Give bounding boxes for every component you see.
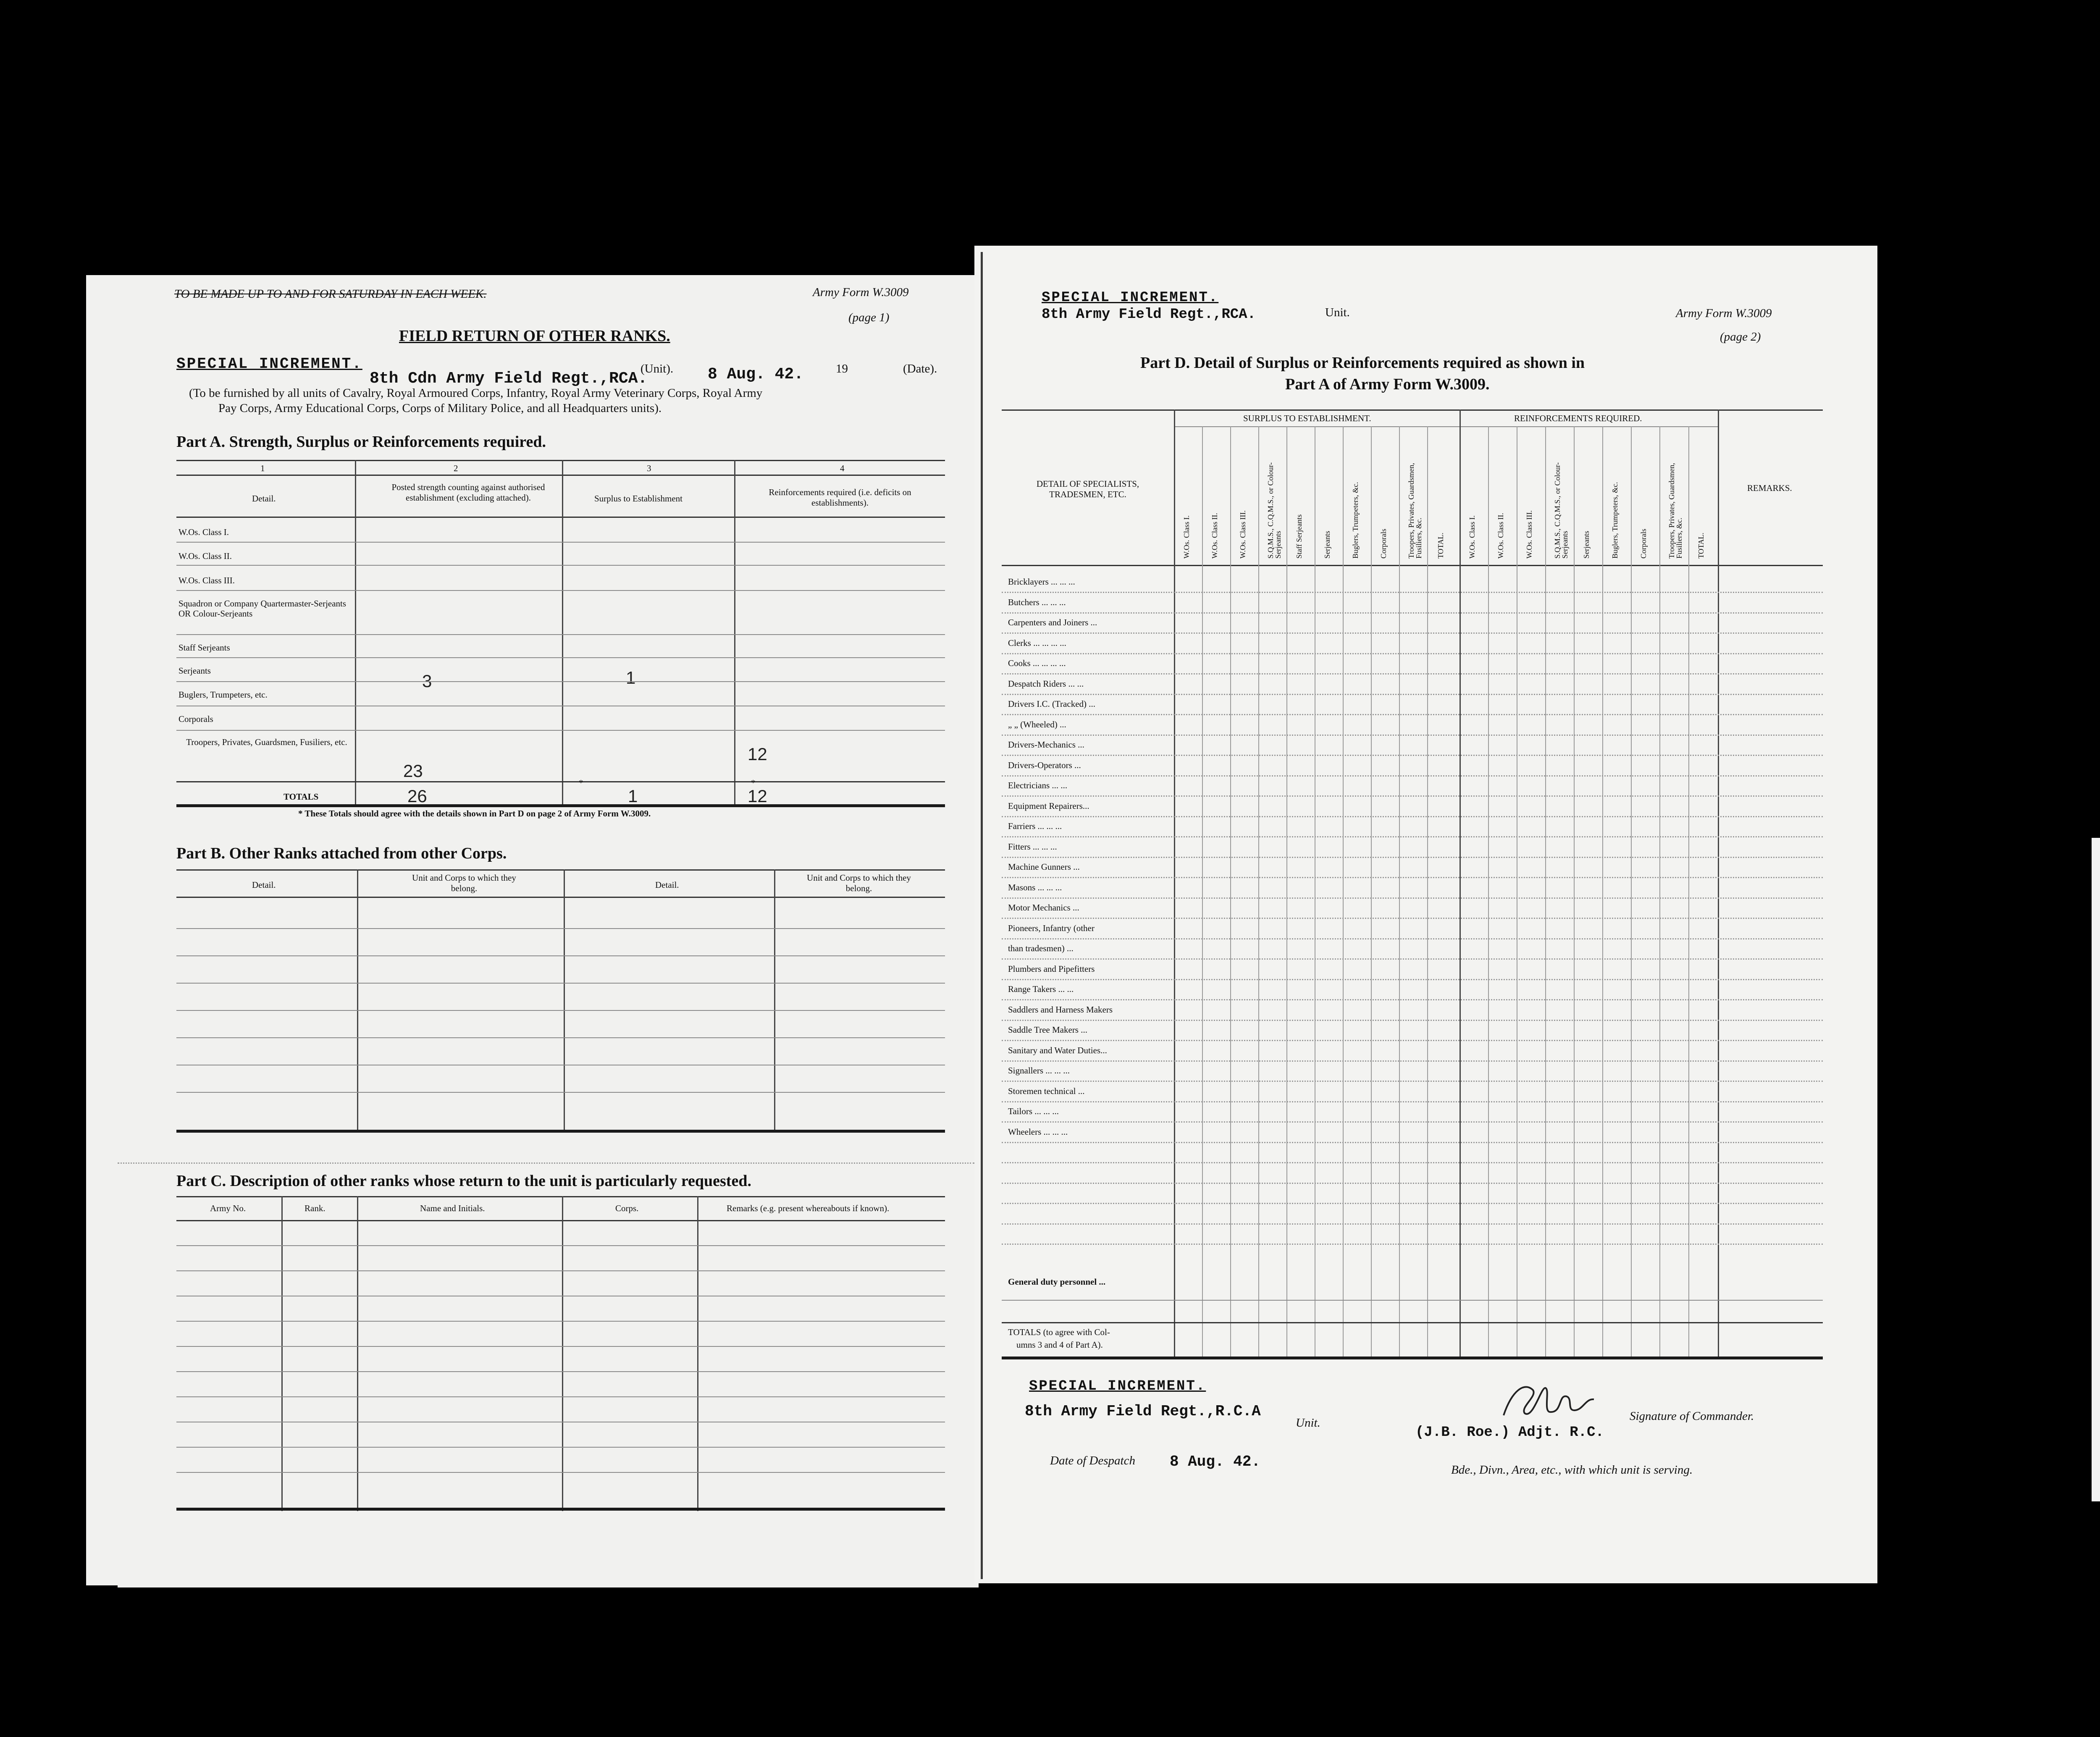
totals-surplus: 1 bbox=[628, 786, 638, 806]
part-b-detail-2: Detail. bbox=[655, 880, 679, 890]
part-d-column-rule bbox=[1286, 426, 1287, 1357]
trade-row-label: Butchers ... ... ... bbox=[1008, 597, 1066, 607]
row-troopers: Troopers, Privates, Guardsmen, Fusiliers, etc. bbox=[186, 737, 347, 747]
trade-row-rule bbox=[1002, 775, 1823, 777]
trade-row-rule bbox=[1002, 653, 1823, 654]
trade-row-label: Range Takers ... ... bbox=[1008, 984, 1074, 994]
part-c-remarks: Remarks (e.g. present whereabouts if known). bbox=[727, 1203, 890, 1213]
right-unit-typed: 8th Army Field Regt.,RCA. bbox=[1042, 307, 1256, 323]
row-cqms: Squadron or Company Quartermaster-Serjeants OR Colour-Serjeants bbox=[178, 598, 346, 619]
header-reinforcements: Reinforcements required (i.e. deficits on establishments). bbox=[769, 487, 911, 508]
trade-row-label: Wheelers ... ... ... bbox=[1008, 1126, 1068, 1137]
row-corporals: Corporals bbox=[178, 714, 213, 724]
part-b-unit-corps-1: Unit and Corps to which they belong. bbox=[412, 873, 516, 893]
trade-row-label: Bricklayers ... ... ... bbox=[1008, 577, 1075, 587]
totals-posted: 26 bbox=[407, 786, 427, 806]
col-number-3: 3 bbox=[647, 463, 651, 473]
trade-row-label: Tailors ... ... ... bbox=[1008, 1106, 1059, 1116]
trade-row-label: Pioneers, Infantry (other bbox=[1008, 923, 1095, 933]
row-staff-serjeants: Staff Serjeants bbox=[178, 643, 230, 653]
footer-unit-typed: 8th Army Field Regt.,R.C.A bbox=[1025, 1403, 1261, 1420]
trade-row-rule bbox=[1002, 979, 1823, 980]
part-d-column-rule bbox=[1258, 426, 1259, 1357]
part-d-column-rule bbox=[1427, 426, 1428, 1357]
totals-reinforcements: 12 bbox=[748, 786, 767, 806]
part-d-column-rule bbox=[1399, 426, 1400, 1357]
trade-row-label: Despatch Riders ... ... bbox=[1008, 678, 1084, 689]
trade-row-label: Plumbers and Pipefitters bbox=[1008, 963, 1095, 974]
despatch-date: 8 Aug. 42. bbox=[1170, 1453, 1261, 1470]
reinf-col-buglers: Buglers, Trumpeters, &c. bbox=[1611, 482, 1619, 559]
trade-row-rule bbox=[1002, 632, 1823, 634]
trade-row-label: Signallers ... ... ... bbox=[1008, 1065, 1070, 1076]
trade-row-rule bbox=[1002, 958, 1823, 960]
trade-row-rule bbox=[1002, 673, 1823, 674]
signature-label: Signature of Commander. bbox=[1630, 1409, 1754, 1423]
remarks-header: REMARKS. bbox=[1747, 483, 1792, 493]
trade-row-rule bbox=[1002, 918, 1823, 919]
blank-row-rule bbox=[1002, 1244, 1823, 1245]
trade-row-rule bbox=[1002, 1020, 1823, 1021]
trade-row-rule bbox=[1002, 1101, 1823, 1102]
trade-row-rule bbox=[1002, 836, 1823, 837]
surplus-col-serjeants: Serjeants bbox=[1323, 531, 1331, 559]
reinf-col-total: TOTAL. bbox=[1697, 533, 1705, 559]
left-page-lower-strip bbox=[118, 1512, 979, 1587]
trade-row-rule bbox=[1002, 897, 1823, 899]
part-c-army-no: Army No. bbox=[210, 1203, 246, 1213]
trade-row-label: Drivers-Operators ... bbox=[1008, 760, 1081, 770]
reinf-col-serjeants: Serjeants bbox=[1582, 531, 1591, 559]
part-d-column-rule bbox=[1230, 426, 1231, 1357]
part-d-column-rule bbox=[1545, 426, 1546, 1357]
blank-row-rule bbox=[1002, 1223, 1823, 1225]
col-number-2: 2 bbox=[454, 463, 458, 473]
row-wo-class-3: W.Os. Class III. bbox=[178, 575, 235, 585]
totals-footnote: * These Totals should agree with the details shown in Part D on page 2 of Army Form W.3009. bbox=[298, 808, 651, 819]
trade-row-rule bbox=[1002, 816, 1823, 817]
trade-row-rule bbox=[1002, 857, 1823, 858]
part-c-corps: Corps. bbox=[615, 1203, 639, 1213]
trade-row-rule bbox=[1002, 999, 1823, 1000]
part-c-rank: Rank. bbox=[304, 1203, 326, 1213]
trade-row-label: Electricians ... ... bbox=[1008, 780, 1068, 790]
part-d-column-rule bbox=[1343, 426, 1344, 1357]
trade-row-label: Motor Mechanics ... bbox=[1008, 903, 1079, 913]
part-d-column-rule bbox=[1202, 426, 1203, 1357]
row-buglers: Buglers, Trumpeters, etc. bbox=[178, 690, 268, 700]
trade-row-rule bbox=[1002, 1081, 1823, 1082]
blank-row-rule bbox=[1002, 1162, 1823, 1163]
header-detail: Detail. bbox=[252, 493, 276, 504]
part-d-title-1: Part D. Detail of Surplus or Reinforcements required as shown in bbox=[1140, 354, 1585, 372]
trade-row-rule bbox=[1002, 795, 1823, 797]
left-page-number: (page 1) bbox=[848, 311, 890, 324]
header-posted-strength: Posted strength counting against authorised establishment (excluding attached). bbox=[391, 482, 545, 503]
furnish-note-1: (To be furnished by all units of Cavalry, Royal Armoured Corps, Infantry, Royal Army Veterinary Corps, Royal Army bbox=[189, 386, 763, 400]
trade-row-rule bbox=[1002, 714, 1823, 715]
part-d-detail-header: DETAIL OF SPECIALISTS, TRADESMEN, ETC. bbox=[1036, 479, 1139, 499]
surplus-col-corporals: Corporals bbox=[1379, 529, 1388, 559]
part-d-column-rule bbox=[1488, 426, 1489, 1357]
troopers-reinforcements: 12 bbox=[748, 744, 767, 764]
trade-row-label: Drivers I.C. (Tracked) ... bbox=[1008, 699, 1096, 709]
trade-row-rule bbox=[1002, 938, 1823, 939]
right-unit-stamp: SPECIAL INCREMENT. bbox=[1042, 290, 1219, 306]
part-d-column-rule bbox=[1631, 426, 1632, 1357]
part-c-name: Name and Initials. bbox=[420, 1203, 485, 1213]
row-wo-class-2: W.Os. Class II. bbox=[178, 551, 232, 561]
surplus-col-buglers: Buglers, Trumpeters, &c. bbox=[1351, 482, 1360, 559]
trade-row-label: Sanitary and Water Duties... bbox=[1008, 1045, 1107, 1055]
surplus-to-establishment-header: SURPLUS TO ESTABLISHMENT. bbox=[1243, 413, 1371, 423]
trade-row-rule bbox=[1002, 755, 1823, 756]
part-c-title: Part C. Description of other ranks whose return to the unit is particularly requested. bbox=[176, 1172, 751, 1190]
blank-row-rule bbox=[1002, 1203, 1823, 1204]
commander-signature bbox=[1495, 1373, 1621, 1424]
trade-row-rule bbox=[1002, 1121, 1823, 1123]
blank-row-rule bbox=[1002, 1183, 1823, 1184]
trade-row-rule bbox=[1002, 1060, 1823, 1062]
furnish-note-2: Pay Corps, Army Educational Corps, Corps of Military Police, and all Headquarters units). bbox=[218, 401, 662, 415]
part-d-column-rule bbox=[1659, 426, 1660, 1357]
trade-row-label: Saddle Tree Makers ... bbox=[1008, 1025, 1087, 1035]
trade-row-rule bbox=[1002, 694, 1823, 695]
part-d-title-2: Part A of Army Form W.3009. bbox=[1285, 375, 1490, 393]
surplus-col-wo1: W.Os. Class I. bbox=[1182, 515, 1191, 559]
trade-row-label: Farriers ... ... ... bbox=[1008, 821, 1062, 831]
surplus-col-total: TOTAL. bbox=[1436, 533, 1445, 559]
trade-row-rule bbox=[1002, 735, 1823, 736]
footer-unit-label: Unit. bbox=[1296, 1416, 1320, 1430]
signer-name: (J.B. Roe.) Adjt. R.C. bbox=[1415, 1425, 1604, 1441]
date-label: (Date). bbox=[903, 362, 937, 375]
trade-row-rule bbox=[1002, 877, 1823, 878]
part-b-title: Part B. Other Ranks attached from other Corps. bbox=[176, 845, 507, 862]
year-prefix: 19 bbox=[836, 362, 848, 375]
trade-row-label: Drivers-Mechanics ... bbox=[1008, 740, 1084, 750]
reinf-col-cqms: S.Q.M.S., C.Q.M.S., or Colour-Serjeants bbox=[1553, 462, 1569, 559]
right-unit-label: Unit. bbox=[1325, 306, 1350, 319]
trade-row-label: Clerks ... ... ... ... bbox=[1008, 638, 1066, 648]
reinf-col-wo3: W.Os. Class III. bbox=[1525, 510, 1533, 559]
troopers-posted: 23 bbox=[403, 761, 423, 781]
unit-stamp: SPECIAL INCREMENT. bbox=[176, 355, 362, 373]
part-d-column-rule bbox=[1574, 426, 1575, 1357]
return-date: 8 Aug. 42. bbox=[708, 365, 804, 383]
right-page-number: (page 2) bbox=[1720, 330, 1761, 344]
row-serjeants: Serjeants bbox=[178, 666, 211, 676]
footer-unit-stamp: SPECIAL INCREMENT. bbox=[1029, 1378, 1206, 1394]
reinf-col-troopers: Troopers, Privates, Guardsmen, Fusiliers, &c. bbox=[1667, 463, 1683, 559]
part-a-title: Part A. Strength, Surplus or Reinforcements required. bbox=[176, 433, 546, 451]
trade-row-label: „ „ (Wheeled) ... bbox=[1008, 719, 1066, 729]
left-form-number: Army Form W.3009 bbox=[813, 286, 909, 299]
part-d-column-rule bbox=[1688, 426, 1689, 1357]
bde-divn-label: Bde., Divn., Area, etc., with which unit is serving. bbox=[1451, 1463, 1693, 1477]
trade-row-rule bbox=[1002, 1142, 1823, 1143]
trade-row-rule bbox=[1002, 592, 1823, 593]
part-d-column-rule bbox=[1371, 426, 1372, 1357]
trade-row-label: Saddlers and Harness Makers bbox=[1008, 1004, 1113, 1015]
reinf-col-wo1: W.Os. Class I. bbox=[1468, 515, 1476, 559]
part-b-unit-corps-2: Unit and Corps to which they belong. bbox=[807, 873, 911, 893]
archive-reference-label bbox=[2092, 838, 2100, 1501]
reinforcements-required-header: REINFORCEMENTS REQUIRED. bbox=[1514, 413, 1642, 423]
despatch-label: Date of Despatch bbox=[1050, 1454, 1135, 1467]
reinf-col-corporals: Corporals bbox=[1639, 529, 1648, 559]
col-number-1: 1 bbox=[260, 463, 265, 473]
trade-row-label: Cooks ... ... ... ... bbox=[1008, 658, 1066, 668]
surplus-col-troopers: Troopers, Privates, Guardsmen, Fusiliers, &c. bbox=[1407, 463, 1423, 559]
trade-row-rule bbox=[1002, 1040, 1823, 1041]
surplus-asterisk: * bbox=[579, 778, 583, 788]
part-d-column-rule bbox=[1602, 426, 1603, 1357]
trade-row-label: Masons ... ... ... bbox=[1008, 882, 1062, 892]
row-wo-class-1: W.Os. Class I. bbox=[178, 527, 229, 537]
surplus-col-wo2: W.Os. Class II. bbox=[1210, 513, 1219, 559]
trade-row-label: Storemen technical ... bbox=[1008, 1086, 1085, 1096]
trade-row-label: Fitters ... ... ... bbox=[1008, 841, 1057, 852]
form-title: FIELD RETURN OF OTHER RANKS. bbox=[399, 327, 670, 345]
surplus-col-cqms: S.Q.M.S., C.Q.M.S., or Colour-Serjeants bbox=[1266, 462, 1282, 559]
trade-row-label: Machine Gunners ... bbox=[1008, 862, 1080, 872]
general-duty-personnel: General duty personnel ... bbox=[1008, 1277, 1106, 1287]
right-form-number: Army Form W.3009 bbox=[1676, 307, 1772, 320]
reinf-asterisk: * bbox=[751, 778, 756, 788]
trade-row-rule bbox=[1002, 612, 1823, 614]
surplus-col-staff-serjeants: Staff Serjeants bbox=[1295, 514, 1303, 559]
serjeants-posted: 3 bbox=[422, 671, 432, 691]
unit-typed: 8th Cdn Army Field Regt.,RCA. bbox=[370, 370, 648, 388]
trade-row-label: Carpenters and Joiners ... bbox=[1008, 617, 1097, 627]
totals-label: TOTALS bbox=[284, 792, 319, 802]
part-d-totals-1: TOTALS (to agree with Col- bbox=[1008, 1327, 1110, 1337]
part-d-totals-2: umns 3 and 4 of Part A). bbox=[1016, 1340, 1103, 1350]
weekly-instruction: TO BE MADE UP TO AND FOR SATURDAY IN EACH WEEK. bbox=[174, 287, 487, 301]
trade-row-label: than tradesmen) ... bbox=[1008, 943, 1074, 953]
surplus-col-wo3: W.Os. Class III. bbox=[1239, 510, 1247, 559]
unit-label: (Unit). bbox=[640, 362, 674, 375]
trade-row-label: Equipment Repairers... bbox=[1008, 800, 1089, 811]
serjeants-surplus: 1 bbox=[626, 668, 636, 687]
part-b-detail-1: Detail. bbox=[252, 880, 276, 890]
col-number-4: 4 bbox=[840, 463, 845, 473]
reinf-col-wo2: W.Os. Class II. bbox=[1496, 513, 1505, 559]
header-surplus: Surplus to Establishment bbox=[594, 493, 682, 504]
